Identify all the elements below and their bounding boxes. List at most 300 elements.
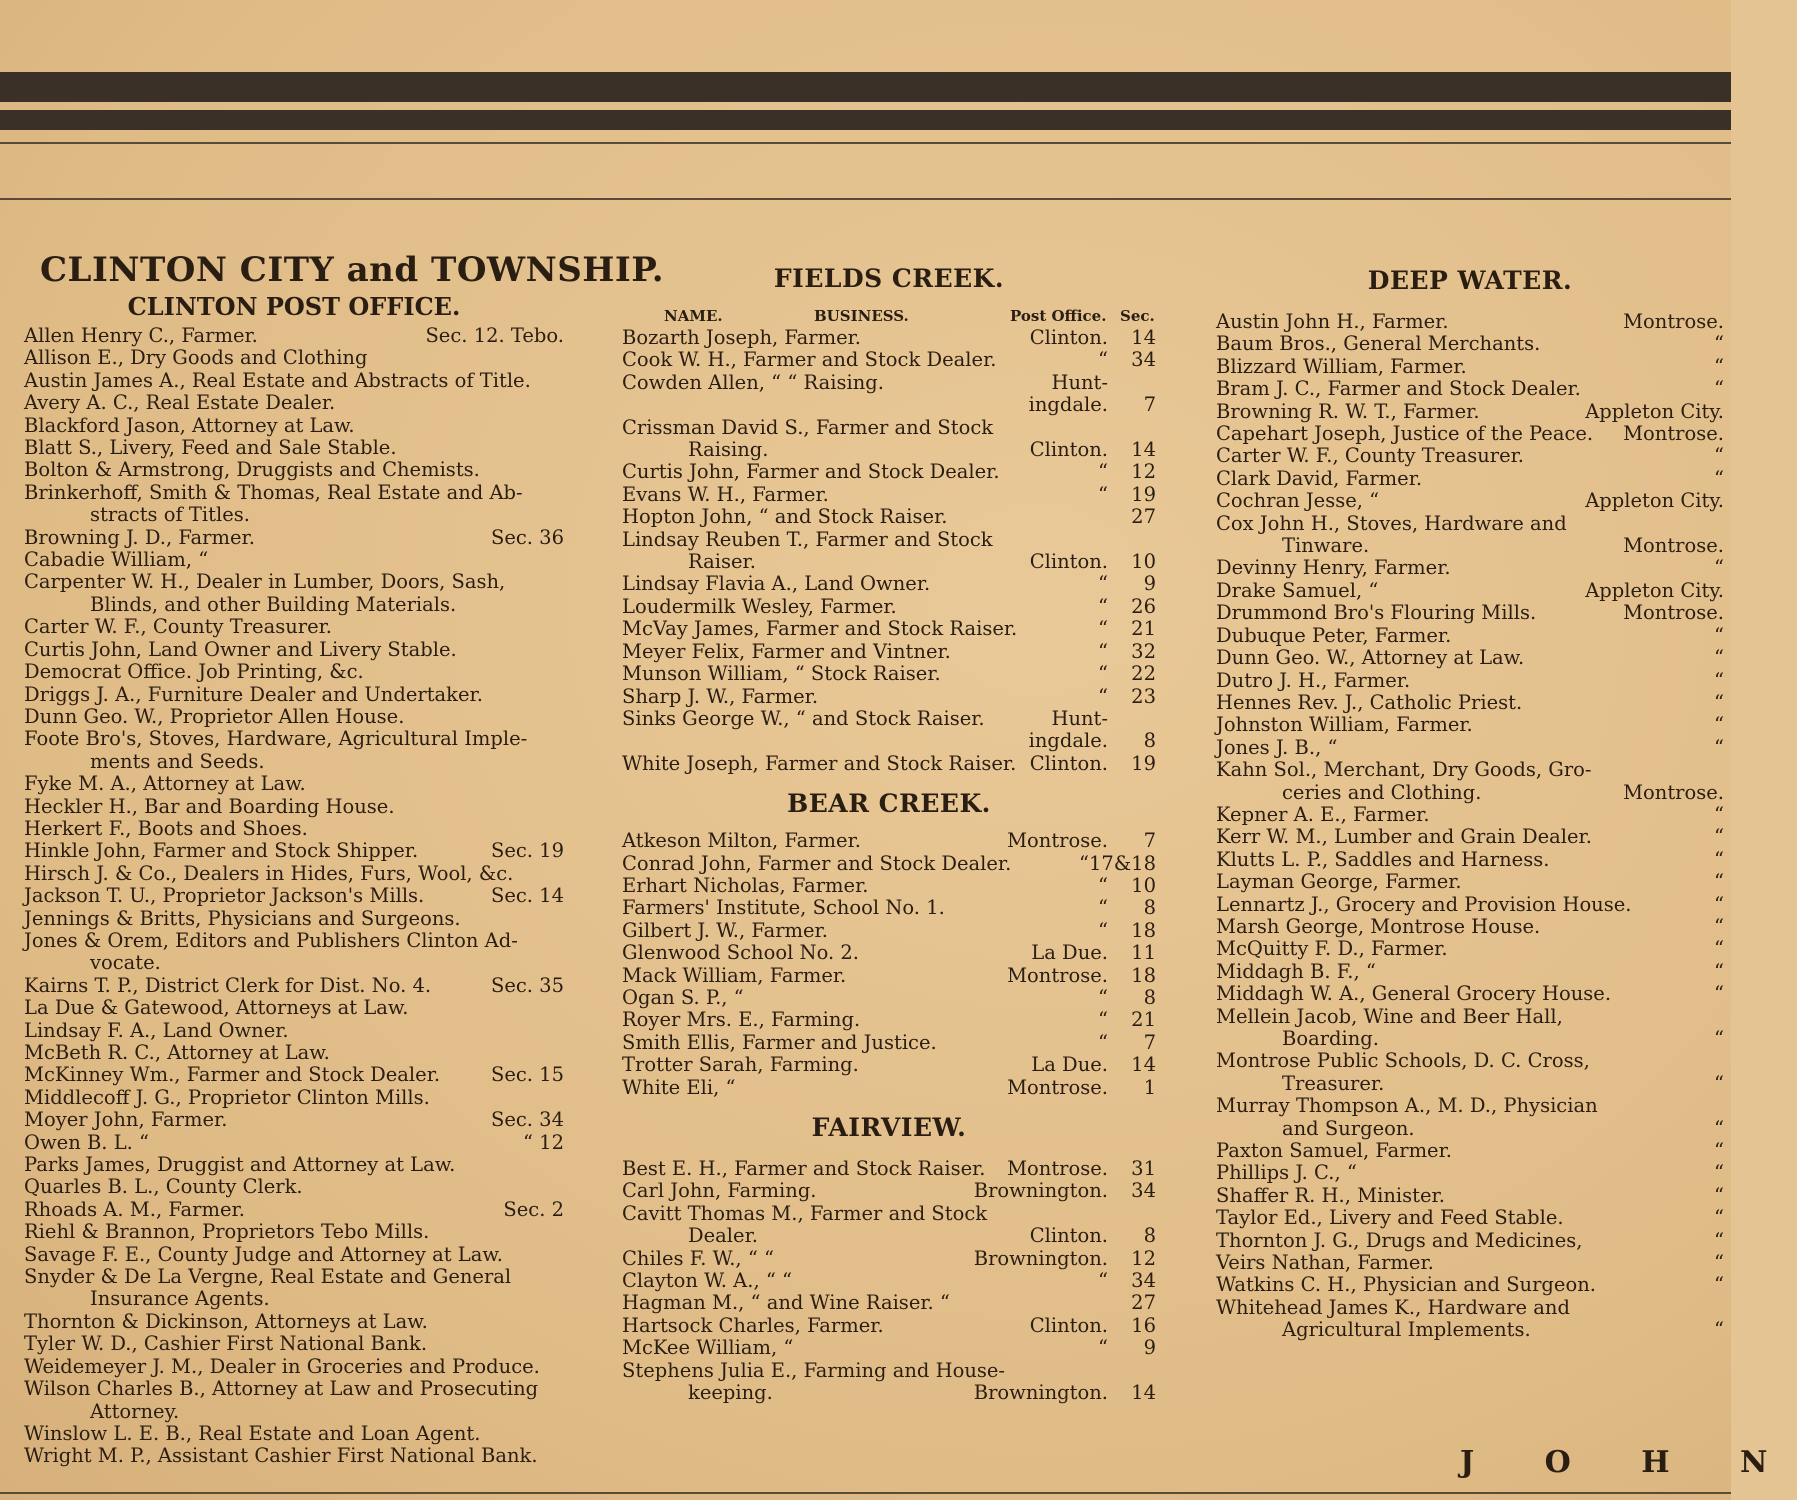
entry-post-office: “ <box>1714 1206 1724 1230</box>
entry-post-office: “ <box>1714 870 1724 894</box>
entry-text: Best E. H., Farmer and Stock Raiser. <box>622 1157 986 1180</box>
entry-post-office: “ <box>1714 914 1724 938</box>
directory-entry <box>24 661 564 683</box>
directory-entry-continuation <box>24 952 564 974</box>
directory-entry <box>24 549 564 571</box>
fairview-title: FAIRVIEW. <box>811 1113 967 1142</box>
entry-text: Shaffer R. H., Minister. <box>1216 1183 1445 1207</box>
entry-post-office: “ <box>1714 1183 1724 1207</box>
entry-post-office: “ <box>1714 892 1724 916</box>
entry-section: 7 <box>1143 829 1156 853</box>
directory-entry <box>24 1042 564 1064</box>
entry-text: Drake Samuel, “ <box>1216 578 1379 602</box>
entry-section: 34 <box>1131 348 1156 372</box>
entry-post-office: “ <box>1098 1336 1108 1360</box>
directory-entry <box>622 1292 1156 1314</box>
bottom-rule <box>0 1492 1731 1494</box>
entry-text: Kepner A. E., Farmer. <box>1216 802 1430 826</box>
directory-entry <box>622 897 1156 919</box>
entry-section: 9 <box>1143 572 1156 596</box>
directory-entry <box>1216 1185 1724 1207</box>
directory-entry <box>1216 1274 1724 1296</box>
entry-text: White Eli, “ <box>622 1075 736 1099</box>
directory-entry-continuation <box>622 1225 1156 1247</box>
entry-text: Ogan S. P., “ <box>622 985 744 1009</box>
header-name: NAME. <box>664 307 723 325</box>
entry-text: McQuitty F. D., Farmer. <box>1216 937 1448 961</box>
entry-text: Stephens Julia E., Farming and House- <box>622 1358 1006 1382</box>
directory-entry <box>1216 625 1724 647</box>
entry-post-office: “ <box>1714 354 1724 378</box>
directory-entry <box>24 1221 564 1243</box>
entry-text: Atkeson Milton, Farmer. <box>622 829 861 853</box>
directory-entry <box>622 461 1156 483</box>
entry-post-office: Hunt- <box>1051 370 1108 394</box>
directory-entry <box>1216 916 1724 938</box>
entry-text: Mellein Jacob, Wine and Beer Hall, <box>1216 1004 1563 1028</box>
clinton-directory-list <box>24 325 564 1468</box>
directory-entry <box>24 1154 564 1176</box>
directory-entry <box>622 753 1156 775</box>
entry-section: 11 <box>1131 941 1156 965</box>
directory-entry <box>622 1077 1156 1099</box>
entry-post-office: “ <box>1714 1273 1724 1297</box>
directory-entry <box>24 1445 564 1467</box>
directory-entry <box>24 773 564 795</box>
entry-text: Hinkle John, Farmer and Stock Shipper. <box>24 839 419 863</box>
entry-post-office: Montrose. <box>1623 422 1724 446</box>
entry-post-office: “ <box>1714 623 1724 647</box>
directory-entry-continuation <box>622 394 1156 416</box>
directory-entry <box>1216 378 1724 400</box>
entry-post-office: “ <box>1714 466 1724 490</box>
entry-post-office: “ <box>1098 985 1108 1009</box>
directory-entry <box>622 1203 1156 1225</box>
header-sec: Sec. <box>1120 307 1155 325</box>
entry-text: McBeth R. C., Attorney at Law. <box>24 1041 330 1064</box>
directory-entry <box>1216 714 1724 736</box>
entry-text: Fyke M. A., Attorney at Law. <box>24 772 306 796</box>
entry-post-office: “ <box>1098 918 1108 942</box>
entry-text: Brinkerhoff, Smith & Thomas, Real Estate and Ab- <box>24 480 523 504</box>
entry-post-office: “ <box>1714 825 1724 849</box>
entry-text: Dubuque Peter, Farmer. <box>1216 623 1452 647</box>
entry-text: Kerr W. M., Lumber and Grain Dealer. <box>1216 825 1592 849</box>
entry-section: 14 <box>1131 1381 1156 1405</box>
entry-section: 16 <box>1131 1313 1156 1337</box>
entry-post-office: Clinton. <box>1029 326 1108 349</box>
entry-post-office: “ <box>1714 1318 1724 1342</box>
directory-entry <box>24 908 564 930</box>
entry-text: Crissman David S., Farmer and Stock <box>622 415 994 439</box>
entry-post-office: “ <box>1714 690 1724 714</box>
entry-post-office: “ <box>1098 1030 1108 1054</box>
section-rule <box>0 198 1731 200</box>
directory-entry <box>24 930 564 952</box>
entry-post-office: “ <box>1714 1027 1724 1050</box>
entry-location: Sec. 19 <box>490 839 564 863</box>
entry-section: 32 <box>1131 639 1156 663</box>
entry-post-office: ingdale. <box>1028 393 1108 417</box>
top-rule <box>0 142 1731 144</box>
directory-entry <box>24 840 564 862</box>
entry-post-office: “ <box>1714 735 1724 759</box>
directory-entry <box>1216 490 1724 512</box>
directory-entry <box>24 392 564 414</box>
directory-entry <box>622 327 1156 349</box>
entry-post-office: Brownington. <box>973 1246 1108 1270</box>
entry-location: Sec. 2 <box>503 1197 564 1221</box>
entry-text: Capehart Joseph, Justice of the Peace. <box>1216 422 1594 446</box>
directory-entry-continuation <box>622 1382 1156 1404</box>
entry-section: 27 <box>1131 1291 1156 1315</box>
entry-text: Munson William, “ Stock Raiser. <box>622 662 941 686</box>
directory-entry <box>1216 670 1724 692</box>
directory-entry <box>1216 961 1724 983</box>
entry-post-office: Montrose. <box>1007 963 1108 987</box>
directory-entry <box>1216 894 1724 916</box>
directory-entry <box>1216 1297 1724 1319</box>
entry-text: Paxton Samuel, Farmer. <box>1216 1139 1452 1163</box>
entry-text: Mack William, Farmer. <box>622 963 847 987</box>
directory-entry-continuation <box>24 594 564 616</box>
entry-text: Raiser. <box>688 550 756 574</box>
entry-text: Lennartz J., Grocery and Provision House. <box>1216 892 1632 916</box>
directory-entry <box>24 527 564 549</box>
directory-entry <box>1216 423 1724 445</box>
entry-text: Meyer Felix, Farmer and Vintner. <box>622 639 951 663</box>
entry-post-office: Montrose. <box>1623 534 1724 558</box>
entry-section: 14 <box>1131 1053 1156 1077</box>
entry-text: Democrat Office. Job Printing, &c. <box>24 660 364 684</box>
entry-post-office: “ <box>1714 847 1724 871</box>
entry-text: Gilbert J. W., Farmer. <box>622 918 828 942</box>
entry-text: Cowden Allen, “ “ Raising. <box>622 370 884 394</box>
directory-entry <box>622 1270 1156 1292</box>
entry-text: Jones J. B., “ <box>1216 735 1338 759</box>
directory-entry <box>1216 1162 1724 1184</box>
directory-entry <box>1216 557 1724 579</box>
directory-entry <box>622 830 1156 852</box>
entry-post-office: “ <box>1714 802 1724 826</box>
entry-text: Loudermilk Wesley, Farmer. <box>622 594 897 618</box>
entry-text: Klutts L. P., Saddles and Harness. <box>1216 847 1550 871</box>
directory-entry <box>24 325 564 347</box>
entry-text: Johnston William, Farmer. <box>1216 713 1473 737</box>
directory-entry <box>622 349 1156 371</box>
entry-text: Murray Thompson A., M. D., Physician <box>1216 1094 1598 1118</box>
directory-entry <box>1216 804 1724 826</box>
entry-text: McVay James, Farmer and Stock Raiser. <box>622 617 1018 641</box>
entry-post-office: Montrose. <box>1623 780 1724 804</box>
directory-entry <box>622 1337 1156 1359</box>
entry-text: Agricultural Implements. <box>1282 1318 1531 1342</box>
entry-section: 10 <box>1131 550 1156 574</box>
directory-entry <box>24 437 564 459</box>
directory-entry <box>1216 1252 1724 1274</box>
deep-water-column <box>1216 250 1724 1342</box>
entry-text: Hirsch J. & Co., Dealers in Hides, Furs, Wool, &c. <box>24 861 514 885</box>
entry-post-office: “ <box>1714 1116 1724 1140</box>
entry-text: Bram J. C., Farmer and Stock Dealer. <box>1216 377 1581 401</box>
directory-entry <box>1216 356 1724 378</box>
directory-entry <box>24 370 564 392</box>
directory-entry <box>622 529 1156 551</box>
entry-text: Curtis John, Land Owner and Livery Stable. <box>24 637 457 661</box>
entry-text: Bolton & Armstrong, Druggists and Chemists. <box>24 458 480 482</box>
entry-text <box>622 730 1029 752</box>
entry-post-office: “ <box>1714 1071 1724 1095</box>
entry-post-office: Appleton City. <box>1585 578 1724 602</box>
directory-entry <box>622 1360 1156 1382</box>
directory-entry <box>622 573 1156 595</box>
entry-text: Riehl & Brannon, Proprietors Tebo Mills. <box>24 1220 430 1244</box>
entry-text: Layman George, Farmer. <box>1216 870 1462 894</box>
entry-post-office: “ <box>1098 460 1108 484</box>
entry-post-office: “ <box>1714 646 1724 670</box>
entry-text: Browning J. D., Farmer. <box>24 525 255 549</box>
entry-text: Boarding. <box>1282 1027 1379 1050</box>
directory-entry <box>622 506 1156 528</box>
entry-text: Blatt S., Livery, Feed and Sale Stable. <box>24 436 397 460</box>
entry-post-office: Brownington. <box>973 1381 1108 1405</box>
directory-entry <box>24 459 564 481</box>
directory-entry <box>24 1423 564 1445</box>
directory-entry <box>1216 602 1724 624</box>
entry-text: Wright M. P., Assistant Cashier First National Bank. <box>24 1444 538 1468</box>
directory-entry <box>1216 737 1724 759</box>
entry-text: Hagman M., “ and Wine Raiser. “ <box>622 1291 950 1315</box>
entry-section: 1 <box>1143 1075 1156 1099</box>
entry-post-office: Montrose. <box>1623 310 1724 333</box>
entry-text: Kahn Sol., Merchant, Dry Goods, Gro- <box>1216 758 1592 782</box>
entry-post-office: Clinton. <box>1029 438 1108 462</box>
header-business: BUSINESS. <box>814 307 909 325</box>
entry-post-office: Brownington. <box>973 1179 1108 1203</box>
directory-entry <box>24 1378 564 1400</box>
entry-text: Veirs Nathan, Farmer. <box>1216 1251 1434 1275</box>
entry-section: 7 <box>1143 1030 1156 1054</box>
entry-text: Clark David, Farmer. <box>1216 466 1423 490</box>
clinton-title: CLINTON CITY and TOWNSHIP. <box>40 250 665 290</box>
entry-post-office: La Due. <box>1031 941 1108 965</box>
fields-creek-title: FIELDS CREEK. <box>773 264 1005 293</box>
directory-entry <box>622 1054 1156 1076</box>
entry-text: Whitehead James K., Hardware and <box>1216 1295 1570 1319</box>
directory-entry <box>622 372 1156 394</box>
entry-text: stracts of Titles. <box>90 503 250 527</box>
entry-post-office: Clinton. <box>1029 751 1108 775</box>
directory-entry-continuation <box>1216 1118 1724 1140</box>
entry-post-office: La Due. <box>1031 1053 1108 1077</box>
entry-text: Jackson T. U., Proprietor Jackson's Mills. <box>24 884 425 908</box>
entry-section: 23 <box>1131 684 1156 708</box>
entry-text: Hartsock Charles, Farmer. <box>622 1313 884 1337</box>
entry-post-office: Appleton City. <box>1585 489 1724 513</box>
entry-text: La Due & Gatewood, Attorneys at Law. <box>24 996 409 1020</box>
directory-entry <box>622 708 1156 730</box>
directory-entry <box>24 1199 564 1221</box>
directory-entry <box>24 728 564 750</box>
directory-entry-continuation <box>24 1288 564 1310</box>
clinton-subtitle: CLINTON POST OFFICE. <box>127 292 461 321</box>
directory-entry <box>24 482 564 504</box>
entry-text <box>622 394 1029 416</box>
entry-post-office: “ <box>1714 332 1724 356</box>
entry-text: Cabadie William, “ <box>24 548 209 572</box>
entry-post-office: Hunt- <box>1051 706 1108 730</box>
entry-post-office: “ <box>1714 982 1724 1006</box>
middle-column <box>622 250 1156 1404</box>
directory-entry <box>1216 513 1724 535</box>
entry-text: Devinny Henry, Farmer. <box>1216 556 1451 580</box>
entry-text: Dunn Geo. W., Proprietor Allen House. <box>24 704 405 728</box>
entry-text: Cook W. H., Farmer and Stock Dealer. <box>622 348 997 372</box>
entry-text: vocate. <box>90 951 161 975</box>
entry-text: Middlecoff J. G., Proprietor Clinton Mills. <box>24 1085 430 1109</box>
entry-text: McKee William, “ <box>622 1336 794 1360</box>
directory-entry <box>24 796 564 818</box>
entry-text: White Joseph, Farmer and Stock Raiser. <box>622 751 1017 775</box>
entry-section: 18 <box>1131 963 1156 987</box>
directory-entry <box>24 997 564 1019</box>
directory-entry-continuation <box>1216 782 1724 804</box>
entry-post-office: “ <box>1079 851 1090 875</box>
entry-post-office: “ <box>1714 556 1724 580</box>
directory-entry <box>24 571 564 593</box>
entry-post-office: “ <box>1098 873 1108 897</box>
entry-text: Royer Mrs. E., Farming. <box>622 1008 861 1032</box>
entry-text: Dutro J. H., Farmer. <box>1216 668 1411 692</box>
entry-section: 31 <box>1131 1157 1156 1180</box>
directory-entry-continuation <box>1216 1028 1724 1050</box>
entry-text: Dealer. <box>688 1224 758 1248</box>
top-border-band <box>0 72 1731 102</box>
entry-text: McKinney Wm., Farmer and Stock Dealer. <box>24 1063 441 1087</box>
entry-text: Cavitt Thomas M., Farmer and Stock <box>622 1201 988 1225</box>
entry-text: Drummond Bro's Flouring Mills. <box>1216 601 1537 625</box>
directory-entry <box>1216 849 1724 871</box>
entry-text: Carter W. F., County Treasurer. <box>1216 444 1525 468</box>
directory-entry <box>1216 1050 1724 1072</box>
directory-entry <box>622 1032 1156 1054</box>
entry-section: 8 <box>1143 896 1156 920</box>
directory-entry <box>1216 983 1724 1005</box>
entry-text: Lindsay Reuben T., Farmer and Stock <box>622 527 993 551</box>
entry-post-office: “ <box>1714 1251 1724 1275</box>
entry-text: Blackford Jason, Attorney at Law. <box>24 413 355 437</box>
directory-entry-continuation <box>1216 1319 1724 1341</box>
directory-entry <box>24 1109 564 1131</box>
directory-entry <box>24 1132 564 1154</box>
directory-entry <box>622 641 1156 663</box>
entry-section: 21 <box>1131 617 1156 641</box>
entry-section: 19 <box>1131 751 1156 775</box>
entry-post-office: “ <box>1098 684 1108 708</box>
entry-section: 14 <box>1131 438 1156 462</box>
entry-text: Browning R. W. T., Farmer. <box>1216 399 1480 423</box>
entry-text: Attorney. <box>90 1399 180 1423</box>
directory-entry <box>622 1158 1156 1180</box>
entry-post-office: Montrose. <box>1623 601 1724 625</box>
entry-text: Conrad John, Farmer and Stock Dealer. <box>622 851 1012 875</box>
entry-text: Austin John H., Farmer. <box>1216 310 1449 333</box>
entry-location: Sec. 36 <box>490 525 564 549</box>
directory-entry <box>24 347 564 369</box>
clinton-column <box>24 250 665 1468</box>
entry-text: Insurance Agents. <box>90 1287 270 1311</box>
entry-text: Foote Bro's, Stoves, Hardware, Agricultural Imple- <box>24 727 528 751</box>
entry-post-office: “ <box>1714 444 1724 468</box>
directory-entry <box>622 965 1156 987</box>
directory-entry-continuation <box>1216 1073 1724 1095</box>
directory-entry <box>24 1266 564 1288</box>
entry-section: 12 <box>1131 460 1156 484</box>
directory-entry <box>24 1311 564 1333</box>
entry-location: Sec. 35 <box>490 973 564 997</box>
directory-entry <box>1216 938 1724 960</box>
directory-entry <box>1216 401 1724 423</box>
entry-text: Allen Henry C., Farmer. <box>24 324 258 347</box>
deep-water-list <box>1216 311 1724 1342</box>
directory-entry <box>1216 445 1724 467</box>
entry-text: Hennes Rev. J., Catholic Priest. <box>1216 690 1523 714</box>
directory-entry <box>24 863 564 885</box>
directory-entry <box>1216 647 1724 669</box>
entry-text: Carter W. F., County Treasurer. <box>24 615 333 639</box>
entry-text: Hopton John, “ and Stock Raiser. <box>622 505 948 529</box>
entry-post-office: Clinton. <box>1029 1224 1108 1248</box>
entry-text: Treasurer. <box>1282 1071 1385 1095</box>
entry-text: Moyer John, Farmer. <box>24 1108 228 1132</box>
entry-location: Sec. 34 <box>490 1108 564 1132</box>
entry-text: Sharp J. W., Farmer. <box>622 684 819 708</box>
directory-entry <box>622 1315 1156 1337</box>
directory-entry-continuation <box>622 551 1156 573</box>
entry-post-office: Montrose. <box>1007 829 1108 853</box>
directory-entry <box>24 1020 564 1042</box>
entry-text: Middagh B. F., “ <box>1216 959 1376 983</box>
entry-post-office: “ <box>1098 1269 1108 1293</box>
directory-entry <box>1216 1006 1724 1028</box>
entry-post-office: ingdale. <box>1028 729 1108 753</box>
directory-entry-continuation <box>622 439 1156 461</box>
directory-entry <box>622 942 1156 964</box>
entry-post-office: “ <box>1714 959 1724 983</box>
entry-text: Driggs J. A., Furniture Dealer and Undertaker. <box>24 682 483 706</box>
entry-text: Chiles F. W., “ “ <box>622 1246 774 1270</box>
entry-section: 22 <box>1131 662 1156 686</box>
entry-section: 7 <box>1143 393 1156 417</box>
directory-entry <box>24 1333 564 1355</box>
entry-text: and Surgeon. <box>1282 1116 1415 1140</box>
entry-text: Carpenter W. H., Dealer in Lumber, Doors, Sash, <box>24 570 506 594</box>
bear-creek-list <box>622 830 1156 1099</box>
directory-entry <box>1216 1095 1724 1117</box>
fields-creek-list <box>622 327 1156 775</box>
entry-text: Farmers' Institute, School No. 1. <box>622 896 945 920</box>
entry-text: Clayton W. A., “ “ <box>622 1269 792 1293</box>
directory-entry <box>622 663 1156 685</box>
entry-section: 34 <box>1131 1179 1156 1203</box>
directory-entry <box>24 684 564 706</box>
directory-entry-continuation <box>24 504 564 526</box>
entry-text: Curtis John, Farmer and Stock Dealer. <box>622 460 1000 484</box>
entry-post-office: Montrose. <box>1007 1157 1108 1180</box>
entry-text: ceries and Clothing. <box>1282 780 1482 804</box>
directory-entry-continuation <box>622 730 1156 752</box>
entry-text: Kairns T. P., District Clerk for Dist. No. 4. <box>24 973 432 997</box>
